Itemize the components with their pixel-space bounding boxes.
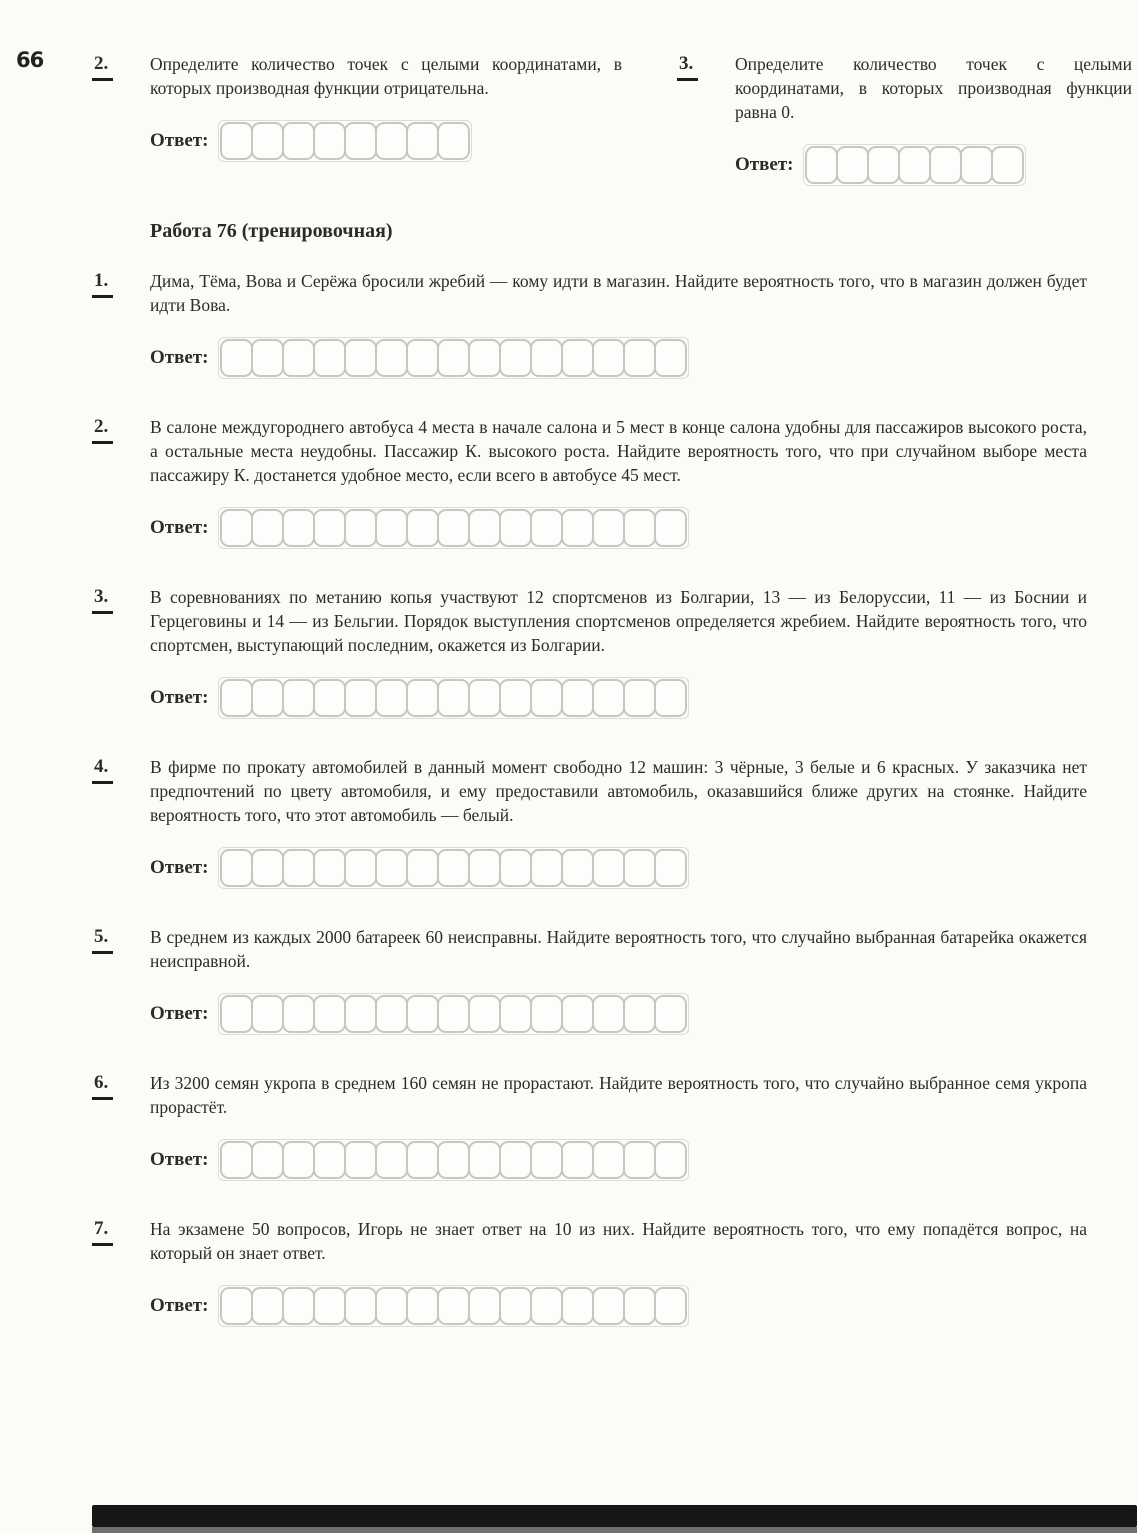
answer-cell <box>530 995 563 1033</box>
problem-number: 2. <box>92 416 113 444</box>
answer-cell <box>344 509 377 547</box>
answer-row <box>150 120 622 162</box>
answer-cell <box>623 849 656 887</box>
answer-cell <box>960 146 993 184</box>
answer-cell <box>251 1287 284 1325</box>
answer-cell <box>406 849 439 887</box>
answer-cell <box>282 122 315 160</box>
answer-row <box>150 847 1137 889</box>
top-problems-row <box>0 0 1137 186</box>
answer-label: Ответ: <box>150 347 209 368</box>
answer-cell <box>654 1287 687 1325</box>
answer-cell <box>437 849 470 887</box>
answer-cell <box>251 339 284 377</box>
answer-cell <box>251 509 284 547</box>
answer-cell <box>220 339 253 377</box>
answer-cell <box>654 1141 687 1179</box>
answer-label: Ответ: <box>150 687 209 708</box>
answer-cell <box>561 1287 594 1325</box>
answer-cell <box>623 509 656 547</box>
answer-cell <box>530 509 563 547</box>
problem-text: В среднем из каждых 2000 батареек 60 неисправны. Найдите вероятность того, что случайно выбранная батарейка окажется неисправной. <box>150 927 1087 971</box>
answer-cell <box>251 995 284 1033</box>
answer-cell <box>530 339 563 377</box>
top-problem-3 <box>677 52 1132 186</box>
answer-cell <box>251 849 284 887</box>
problem-5 <box>92 925 1137 1035</box>
problem-3 <box>92 585 1137 719</box>
answer-cell <box>220 679 253 717</box>
problem-text: Определите количество точек с целыми координатами, в которых производная функции равна 0. <box>735 54 1132 122</box>
answer-label: Ответ: <box>150 857 209 878</box>
problem-text: В соревнованиях по метанию копья участвуют 12 спортсменов из Болгарии, 13 — из Белоруссии, 11 — из Боснии и Герцеговины и 14 — из Бельгии. Порядок выступления спортсменов определяется жребием. Найдите вероятность того, что спортсмен, выступающий последним, окажется из Болгарии. <box>150 587 1087 655</box>
answer-cell <box>220 509 253 547</box>
answer-cell <box>468 1287 501 1325</box>
answer-cell <box>437 1287 470 1325</box>
answer-cell <box>406 122 439 160</box>
answer-cell <box>867 146 900 184</box>
answer-cell <box>313 995 346 1033</box>
answer-cell <box>468 509 501 547</box>
answer-cell <box>220 1141 253 1179</box>
problem-number: 5. <box>92 926 113 954</box>
answer-boxes <box>218 337 689 379</box>
answer-row <box>150 993 1137 1035</box>
answer-cell <box>437 995 470 1033</box>
answer-boxes <box>218 993 689 1035</box>
answer-cell <box>654 849 687 887</box>
answer-cell <box>344 1287 377 1325</box>
answer-cell <box>375 509 408 547</box>
answer-cell <box>592 339 625 377</box>
answer-row <box>150 507 1137 549</box>
answer-cell <box>592 1287 625 1325</box>
answer-cell <box>437 509 470 547</box>
answer-cell <box>561 995 594 1033</box>
answer-cell <box>561 339 594 377</box>
problem-2 <box>92 415 1137 549</box>
page-number: 66 <box>16 48 44 72</box>
answer-cell <box>561 679 594 717</box>
answer-row <box>735 144 1132 186</box>
problem-text: Дима, Тёма, Вова и Серёжа бросили жребий — кому идти в магазин. Найдите вероятность того, что в магазин должен будет идти Вова. <box>150 271 1087 315</box>
answer-cell <box>220 995 253 1033</box>
answer-cell <box>530 849 563 887</box>
answer-cell <box>313 339 346 377</box>
answer-cell <box>344 995 377 1033</box>
answer-cell <box>592 995 625 1033</box>
answer-cell <box>499 509 532 547</box>
problem-text: На экзамене 50 вопросов, Игорь не знает ответ на 10 из них. Найдите вероятность того, что ему попадётся вопрос, на который он знает ответ. <box>150 1219 1087 1263</box>
answer-cell <box>561 509 594 547</box>
answer-cell <box>313 849 346 887</box>
answer-cell <box>530 679 563 717</box>
answer-row <box>150 677 1137 719</box>
answer-cell <box>623 679 656 717</box>
answer-cell <box>251 122 284 160</box>
problem-1 <box>92 269 1137 379</box>
answer-label: Ответ: <box>150 1149 209 1170</box>
answer-cell <box>282 339 315 377</box>
answer-row <box>150 1285 1137 1327</box>
answer-label: Ответ: <box>150 517 209 538</box>
top-problem-2 <box>92 52 622 186</box>
section-title: Работа 76 (тренировочная) <box>150 220 393 242</box>
problem-4 <box>92 755 1137 889</box>
answer-cell <box>499 679 532 717</box>
answer-cell <box>313 509 346 547</box>
answer-cell <box>313 122 346 160</box>
problem-number: 6. <box>92 1072 113 1100</box>
answer-cell <box>344 849 377 887</box>
problem-text: В салоне междугороднего автобуса 4 места в начале салона и 5 мест в конце салона удобны для пассажиров высокого роста, а остальные места неудобны. Пассажир К. высокого роста. Найдите вероятность того, что при случайном выборе места пассажиру К. достанется удобное место, если всего в автобусе 45 мест. <box>150 417 1087 485</box>
answer-boxes <box>218 507 689 549</box>
answer-cell <box>282 849 315 887</box>
answer-cell <box>437 679 470 717</box>
problem-7 <box>92 1217 1137 1327</box>
answer-cell <box>220 122 253 160</box>
problem-number: 3. <box>92 586 113 614</box>
answer-cell <box>499 849 532 887</box>
answer-cell <box>592 509 625 547</box>
answer-cell <box>499 995 532 1033</box>
answer-cell <box>282 995 315 1033</box>
answer-cell <box>468 1141 501 1179</box>
answer-cell <box>991 146 1024 184</box>
answer-cell <box>499 1141 532 1179</box>
answer-cell <box>530 1141 563 1179</box>
answer-cell <box>344 339 377 377</box>
problem-number: 1. <box>92 270 113 298</box>
answer-cell <box>406 509 439 547</box>
answer-label: Ответ: <box>150 1003 209 1024</box>
answer-cell <box>437 1141 470 1179</box>
scan-edge-shadow <box>92 1527 1137 1533</box>
answer-boxes <box>218 847 689 889</box>
answer-cell <box>654 509 687 547</box>
problem-text: Из 3200 семян укропа в среднем 160 семян не прорастают. Найдите вероятность того, что случайно выбранное семя укропа прорастёт. <box>150 1073 1087 1117</box>
answer-cell <box>220 849 253 887</box>
answer-cell <box>623 1141 656 1179</box>
answer-cell <box>530 1287 563 1325</box>
answer-boxes <box>218 1285 689 1327</box>
answer-cell <box>282 509 315 547</box>
problem-text: Определите количество точек с целыми координатами, в которых производная функции отрицательна. <box>150 54 622 98</box>
answer-cell <box>313 679 346 717</box>
answer-cell <box>929 146 962 184</box>
answer-boxes <box>218 120 472 162</box>
problem-6 <box>92 1071 1137 1181</box>
answer-cell <box>406 995 439 1033</box>
problem-number: 7. <box>92 1218 113 1246</box>
answer-cell <box>375 1287 408 1325</box>
answer-label: Ответ: <box>735 154 794 175</box>
problem-number: 3. <box>677 53 698 81</box>
answer-row <box>150 1139 1137 1181</box>
answer-row <box>150 337 1137 379</box>
answer-boxes <box>218 1139 689 1181</box>
answer-cell <box>344 122 377 160</box>
answer-cell <box>437 122 470 160</box>
answer-cell <box>375 122 408 160</box>
answer-cell <box>468 995 501 1033</box>
answer-cell <box>836 146 869 184</box>
problem-number: 2. <box>92 53 113 81</box>
answer-cell <box>592 679 625 717</box>
answer-cell <box>282 1287 315 1325</box>
answer-cell <box>406 1141 439 1179</box>
answer-cell <box>898 146 931 184</box>
answer-cell <box>344 679 377 717</box>
answer-cell <box>499 1287 532 1325</box>
answer-cell <box>406 679 439 717</box>
answer-cell <box>375 995 408 1033</box>
answer-cell <box>313 1141 346 1179</box>
answer-cell <box>251 1141 284 1179</box>
answer-boxes <box>803 144 1026 186</box>
answer-cell <box>592 1141 625 1179</box>
answer-cell <box>623 1287 656 1325</box>
answer-cell <box>220 1287 253 1325</box>
answer-cell <box>623 339 656 377</box>
answer-cell <box>805 146 838 184</box>
answer-cell <box>561 849 594 887</box>
answer-cell <box>592 849 625 887</box>
answer-cell <box>499 339 532 377</box>
answer-cell <box>654 339 687 377</box>
answer-cell <box>251 679 284 717</box>
answer-cell <box>282 1141 315 1179</box>
answer-cell <box>375 339 408 377</box>
answer-label: Ответ: <box>150 1295 209 1316</box>
answer-cell <box>375 849 408 887</box>
answer-cell <box>375 1141 408 1179</box>
answer-cell <box>437 339 470 377</box>
answer-cell <box>468 849 501 887</box>
answer-cell <box>468 339 501 377</box>
answer-cell <box>344 1141 377 1179</box>
answer-cell <box>654 679 687 717</box>
answer-cell <box>654 995 687 1033</box>
answer-cell <box>468 679 501 717</box>
answer-label: Ответ: <box>150 130 209 151</box>
answer-cell <box>313 1287 346 1325</box>
problem-number: 4. <box>92 756 113 784</box>
answer-cell <box>623 995 656 1033</box>
answer-cell <box>561 1141 594 1179</box>
answer-cell <box>375 679 408 717</box>
answer-cell <box>406 1287 439 1325</box>
answer-cell <box>282 679 315 717</box>
scan-edge-bar <box>92 1505 1137 1527</box>
answer-cell <box>406 339 439 377</box>
problem-text: В фирме по прокату автомобилей в данный момент свободно 12 машин: 3 чёрные, 3 белые и 6 красных. У заказчика нет предпочтений по цвету автомобиля, и ему предоставили автомобиль, оказавшийся ближе других на стоянке. Найдите вероятность того, что этот автомобиль — белый. <box>150 757 1087 825</box>
answer-boxes <box>218 677 689 719</box>
